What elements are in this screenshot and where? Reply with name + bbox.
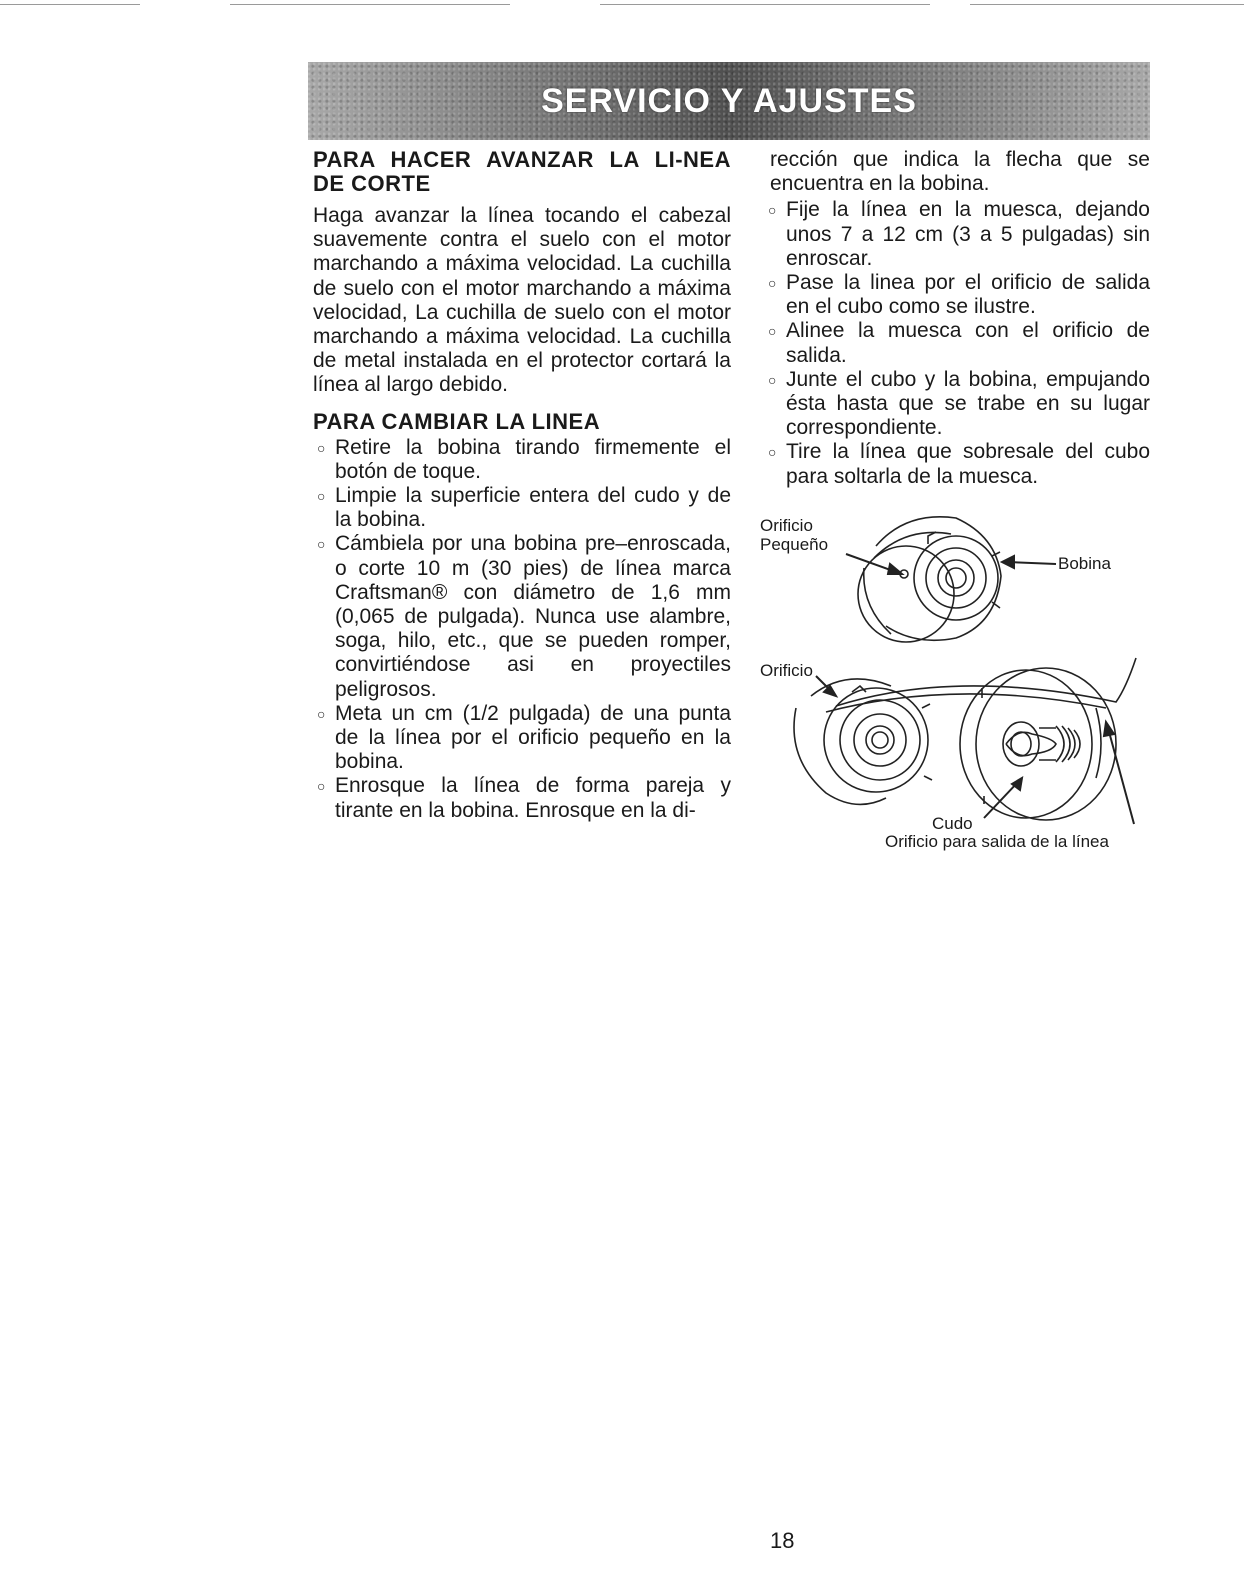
spool-label: Bobina xyxy=(1058,554,1111,573)
spool-figure xyxy=(756,506,1156,646)
hub-label: Cudo xyxy=(932,814,973,833)
section-banner xyxy=(308,62,1150,140)
list-item: ○ Alinee la muesca con el orificio de salida. xyxy=(768,319,1150,367)
list-item: ○ Junte el cubo y la bobina, empujando ésta hasta que se trabe en su lugar correspondiente. xyxy=(768,367,1150,440)
bullet-icon: ○ xyxy=(317,536,326,553)
small-hole-label: Orificio xyxy=(760,516,813,535)
hole-label: Orificio xyxy=(760,661,813,680)
change-line-steps-continued xyxy=(764,198,1150,488)
list-item: ○ Fije la línea en la muesca, dejando unos 7 a 12 cm (3 a 5 pulgadas) sin enroscar. xyxy=(768,198,1150,270)
bullet-icon: ○ xyxy=(768,202,777,219)
bullet-icon: ○ xyxy=(768,371,777,388)
bullet-icon: ○ xyxy=(317,439,326,456)
advance-line-paragraph: Haga avanzar la línea tocando el cabezal suavemente contra el suelo con el motor marchando a máxima velocidad. La cuchilla de suelo con el motor marchando a máxima velocidad, La cuchilla de suelo con el motor marchando a máxima velocidad. La cuchilla de metal instalada en el protector cortará la línea al largo debido. xyxy=(313,204,731,397)
right-column xyxy=(764,148,1150,489)
bullet-icon: ○ xyxy=(768,275,777,292)
bullet-icon: ○ xyxy=(317,705,326,722)
list-item: ○ Meta un cm (1/2 pulgada) de una punta de la línea por el orificio pequeño en la bobina. xyxy=(317,701,731,774)
list-item: ○ Retire la bobina tirando firmemente el botón de toque. xyxy=(317,435,731,483)
continued-step-text: rección que indica la flecha que se encuentra en la bobina. xyxy=(770,148,1150,196)
exit-hole-label: Orificio para salida de la línea xyxy=(885,832,1109,851)
small-hole-label-line2: Pequeño xyxy=(760,535,829,554)
spool-illustration xyxy=(756,506,1156,646)
bullet-icon: ○ xyxy=(317,488,326,505)
section-title: SERVICIO Y AJUSTES xyxy=(541,81,917,120)
list-item: ○ Tire la línea que sobresale del cubo para soltarla de la muesca. xyxy=(768,440,1150,488)
heading-advance-line: PARA HACER AVANZAR LA LI-NEA DE CORTE xyxy=(313,147,731,196)
bullet-icon: ○ xyxy=(768,323,777,340)
left-column xyxy=(313,148,731,823)
list-item: ○ Enrosque la línea de forma pareja y tirante en la bobina. Enrosque en la di- xyxy=(317,774,731,822)
page-number: 18 xyxy=(770,1528,795,1553)
list-item: ○ Cámbiela por una bobina pre–enroscada, o corte 10 m (30 pies) de línea marca Craftsman® con diámetro de 1,6 mm (0,065 de pulgada). Nunca use alambre, soga, hilo, etc., que se pueden romper, convirtiéndose asi en proyectiles peligrosos. xyxy=(317,532,731,701)
heading-change-line: PARA CAMBIAR LA LINEA xyxy=(313,408,601,434)
list-item: ○ Pase la linea por el orificio de salida en el cubo como se ilustre. xyxy=(768,271,1150,319)
change-line-steps xyxy=(313,436,731,823)
bullet-icon: ○ xyxy=(317,778,326,795)
spool-hub-figure xyxy=(756,648,1156,858)
list-item: ○ Limpie la superficie entera del cudo y de la bobina. xyxy=(317,484,731,532)
bullet-icon: ○ xyxy=(768,444,777,461)
